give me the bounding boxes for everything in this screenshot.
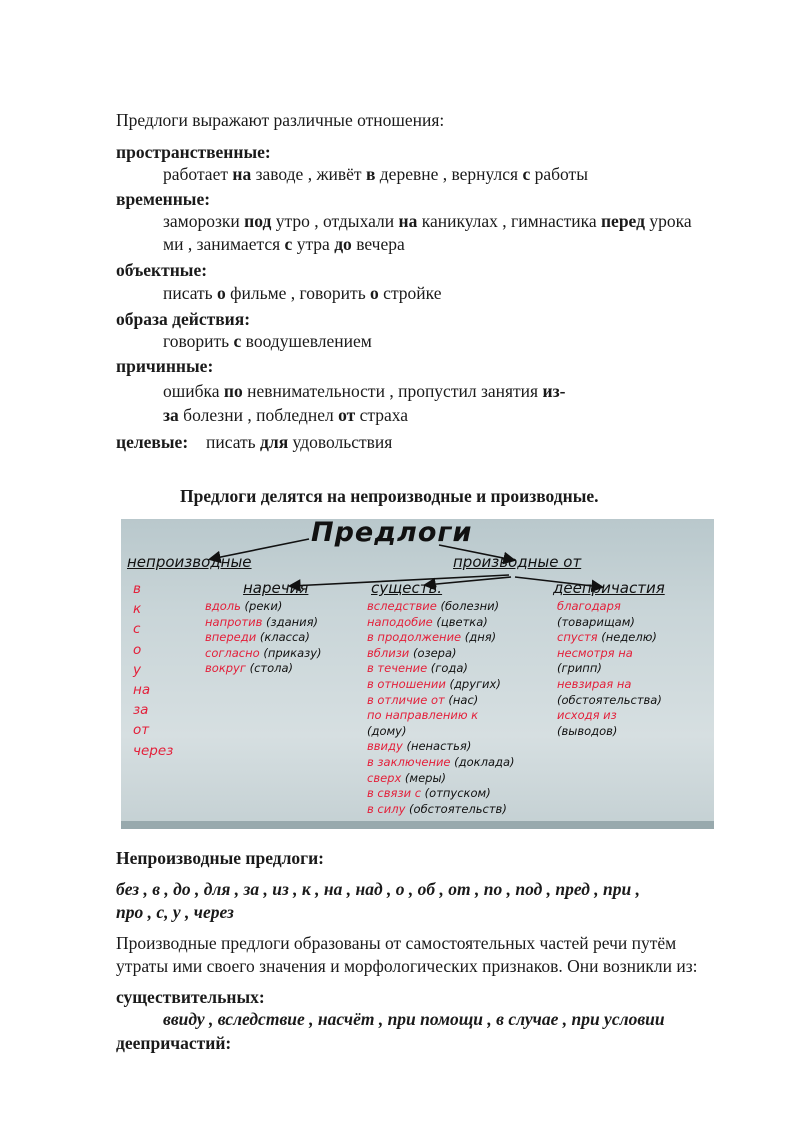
relation-label: целевые: <box>116 432 189 452</box>
participle-item <box>557 677 662 693</box>
example-text: писать <box>163 283 218 303</box>
non-derived-head: непроизводные <box>127 553 252 571</box>
preposition-highlight: по <box>223 381 243 401</box>
non-derived-item: о <box>133 641 142 658</box>
derived-preposition: благодаря <box>557 599 621 613</box>
noun-item <box>367 661 514 677</box>
diagram-shadow <box>121 821 714 829</box>
derived-preposition: несмотря на <box>557 645 633 660</box>
adverb-item <box>205 630 322 646</box>
usage-example: (доклада) <box>450 754 515 769</box>
relation-example-line <box>206 431 392 453</box>
preposition-highlight: с <box>233 331 242 351</box>
non-derived-item: за <box>133 702 149 719</box>
usage-example: (ненастья) <box>402 739 472 754</box>
non-derived-line-2: про , с, у , через <box>116 902 234 922</box>
usage-example: (меры) <box>401 770 447 785</box>
usage-example: (класса) <box>256 630 310 645</box>
relation-example-line <box>163 404 408 426</box>
noun-item <box>367 708 514 724</box>
derived-preposition: вследствие <box>367 599 437 613</box>
usage-example: (болезни) <box>436 599 500 613</box>
preposition-highlight: за <box>163 405 179 425</box>
noun-item <box>367 646 514 662</box>
usage-example: (приказу) <box>259 645 322 660</box>
preposition-highlight: с <box>522 164 531 184</box>
example-text: вечера <box>351 234 405 254</box>
derived-preposition: спустя <box>557 630 598 645</box>
non-derived-item: с <box>133 621 141 638</box>
preposition-highlight: под <box>244 211 272 231</box>
participles-heading: деепричастий: <box>116 1033 232 1053</box>
example-text: писать <box>206 432 261 452</box>
preposition-highlight: с <box>284 234 293 254</box>
noun-item <box>367 739 514 755</box>
intro-text: Предлоги выражают различные отношения: <box>116 110 445 130</box>
relation-example-line <box>163 210 692 232</box>
non-derived-item: к <box>133 601 142 618</box>
noun-item <box>367 724 514 740</box>
relation-label: образа действия: <box>116 309 251 329</box>
noun-item <box>367 677 514 693</box>
example-text: ошибка <box>163 381 224 401</box>
preposition-highlight: о <box>370 283 379 303</box>
usage-example: (обстоятельства) <box>557 692 662 707</box>
participle-item <box>557 708 662 724</box>
noun-item <box>367 615 514 631</box>
derived-preposition: в течение <box>367 661 428 676</box>
usage-example: (грипп) <box>557 661 602 676</box>
derived-preposition: вблизи <box>367 645 410 660</box>
derived-preposition: вдоль <box>205 599 241 613</box>
example-text: болезни , побледнел <box>178 405 339 425</box>
derived-preposition: сверх <box>367 770 402 785</box>
derived-preposition: напротив <box>205 614 263 629</box>
usage-example: (отпуском) <box>421 786 491 801</box>
example-text: каникулах , гимнастика <box>417 211 601 231</box>
noun-item <box>367 755 514 771</box>
example-text: урока <box>644 211 692 231</box>
noun-item <box>367 771 514 787</box>
usage-example: (товарищам) <box>557 614 635 629</box>
example-text: страха <box>355 405 409 425</box>
derived-preposition: в продолжение <box>367 630 462 645</box>
preposition-highlight: перед <box>600 211 645 231</box>
prepositions-diagram <box>121 519 714 829</box>
example-text: деревне , вернулся <box>375 164 523 184</box>
example-text: стройке <box>378 283 442 303</box>
derived-text-line-1: Производные предлоги образованы от самостоятельных частей речи путём <box>116 933 677 953</box>
example-text: невнимательности , пропустил занятия <box>242 381 543 401</box>
non-derived-heading: Непроизводные предлоги: <box>116 848 325 868</box>
relation-example-line <box>163 233 405 255</box>
nouns-head: существ. <box>371 579 443 597</box>
usage-example: (других) <box>445 676 501 691</box>
derived-preposition: в отличие от <box>367 692 445 707</box>
derived-preposition: ввиду <box>367 739 403 754</box>
noun-item <box>367 802 514 818</box>
noun-item <box>367 630 514 646</box>
relation-label: объектные: <box>116 260 208 280</box>
relation-example-line <box>163 282 442 304</box>
derived-preposition: в связи с <box>367 786 422 801</box>
example-text: работы <box>530 164 588 184</box>
preposition-highlight: о <box>217 283 226 303</box>
participle-item <box>557 599 662 615</box>
usage-example: (здания) <box>262 614 319 629</box>
example-text: воодушевлением <box>241 331 372 351</box>
adverb-item <box>205 646 322 662</box>
division-heading: Предлоги делятся на непроизводные и производные. <box>180 486 599 506</box>
usage-example: (реки) <box>240 599 283 613</box>
participles-head: деепричастия <box>553 579 665 597</box>
participle-item <box>557 661 662 677</box>
usage-example: (выводов) <box>557 723 618 738</box>
participle-item <box>557 615 662 631</box>
relation-label: временные: <box>116 189 211 209</box>
example-text: заморозки <box>163 211 245 231</box>
derived-preposition: в силу <box>367 801 406 816</box>
derived-preposition: по направлению к <box>367 708 479 723</box>
derived-preposition: исходя из <box>557 708 617 723</box>
example-text: утра <box>292 234 335 254</box>
participle-item <box>557 630 662 646</box>
derived-preposition: вокруг <box>205 661 246 676</box>
usage-example: (года) <box>427 661 468 676</box>
example-text: фильме , говорить <box>225 283 371 303</box>
derived-preposition: согласно <box>205 645 260 660</box>
non-derived-list <box>133 579 173 761</box>
non-derived-item: через <box>133 742 174 759</box>
usage-example: (обстоятельств) <box>405 801 507 816</box>
participle-item <box>557 646 662 662</box>
usage-example: (неделю) <box>597 630 657 645</box>
participle-item <box>557 724 662 740</box>
adverb-item <box>205 599 322 615</box>
diagram-title: Предлоги <box>311 519 473 548</box>
derived-preposition: впереди <box>205 630 257 645</box>
relation-label: пространственные: <box>116 142 271 162</box>
noun-item <box>367 693 514 709</box>
preposition-highlight: от <box>338 405 356 425</box>
nouns-list <box>367 599 514 817</box>
participles-list <box>557 599 662 739</box>
preposition-highlight: из- <box>542 381 566 401</box>
adverb-item <box>205 661 322 677</box>
derived-preposition: невзирая на <box>557 676 632 691</box>
usage-example: (стола) <box>245 661 294 676</box>
noun-item <box>367 599 514 615</box>
relation-example-line <box>163 163 588 185</box>
nouns-examples: ввиду , вследствие , насчёт , при помощи , в случае , при условии <box>163 1009 665 1029</box>
usage-example: (дня) <box>461 630 497 645</box>
non-derived-item: в <box>133 581 141 597</box>
derived-preposition: в отношении <box>367 676 446 691</box>
non-derived-item: на <box>133 682 151 699</box>
non-derived-item: у <box>133 661 141 678</box>
example-text: удовольствия <box>288 432 393 452</box>
adverbs-list <box>205 599 322 677</box>
relation-example-line <box>163 330 372 352</box>
derived-text-line-2: утраты ими своего значения и морфологических признаков. Они возникли из: <box>116 956 698 976</box>
non-derived-line-1: без , в , до , для , за , из , к , на , над , о , об , от , по , под , пред , при , <box>116 879 640 899</box>
adverbs-head: наречия <box>243 579 309 597</box>
relation-example-line <box>163 380 565 402</box>
nouns-heading: существительных: <box>116 987 265 1007</box>
preposition-highlight: на <box>232 164 252 184</box>
derived-preposition: в заключение <box>367 754 451 769</box>
example-text: утро , отдыхали <box>271 211 399 231</box>
example-text: говорить <box>163 331 234 351</box>
usage-example: (нас) <box>444 692 479 707</box>
preposition-highlight: в <box>365 164 376 184</box>
preposition-highlight: до <box>334 234 352 254</box>
usage-example: (озера) <box>409 645 457 660</box>
participle-item <box>557 693 662 709</box>
adverb-item <box>205 615 322 631</box>
example-text: работает <box>163 164 233 184</box>
example-text: заводе , живёт <box>251 164 366 184</box>
example-text: ми , занимается <box>163 234 285 254</box>
derived-preposition: наподобие <box>367 614 433 629</box>
derived-head: производные от <box>453 553 582 571</box>
non-derived-item: от <box>133 722 150 739</box>
relation-label: причинные: <box>116 356 214 376</box>
usage-example: (цветка) <box>432 614 488 629</box>
preposition-highlight: для <box>260 432 289 452</box>
usage-example: (дому) <box>367 723 407 738</box>
noun-item <box>367 786 514 802</box>
preposition-highlight: на <box>398 211 418 231</box>
